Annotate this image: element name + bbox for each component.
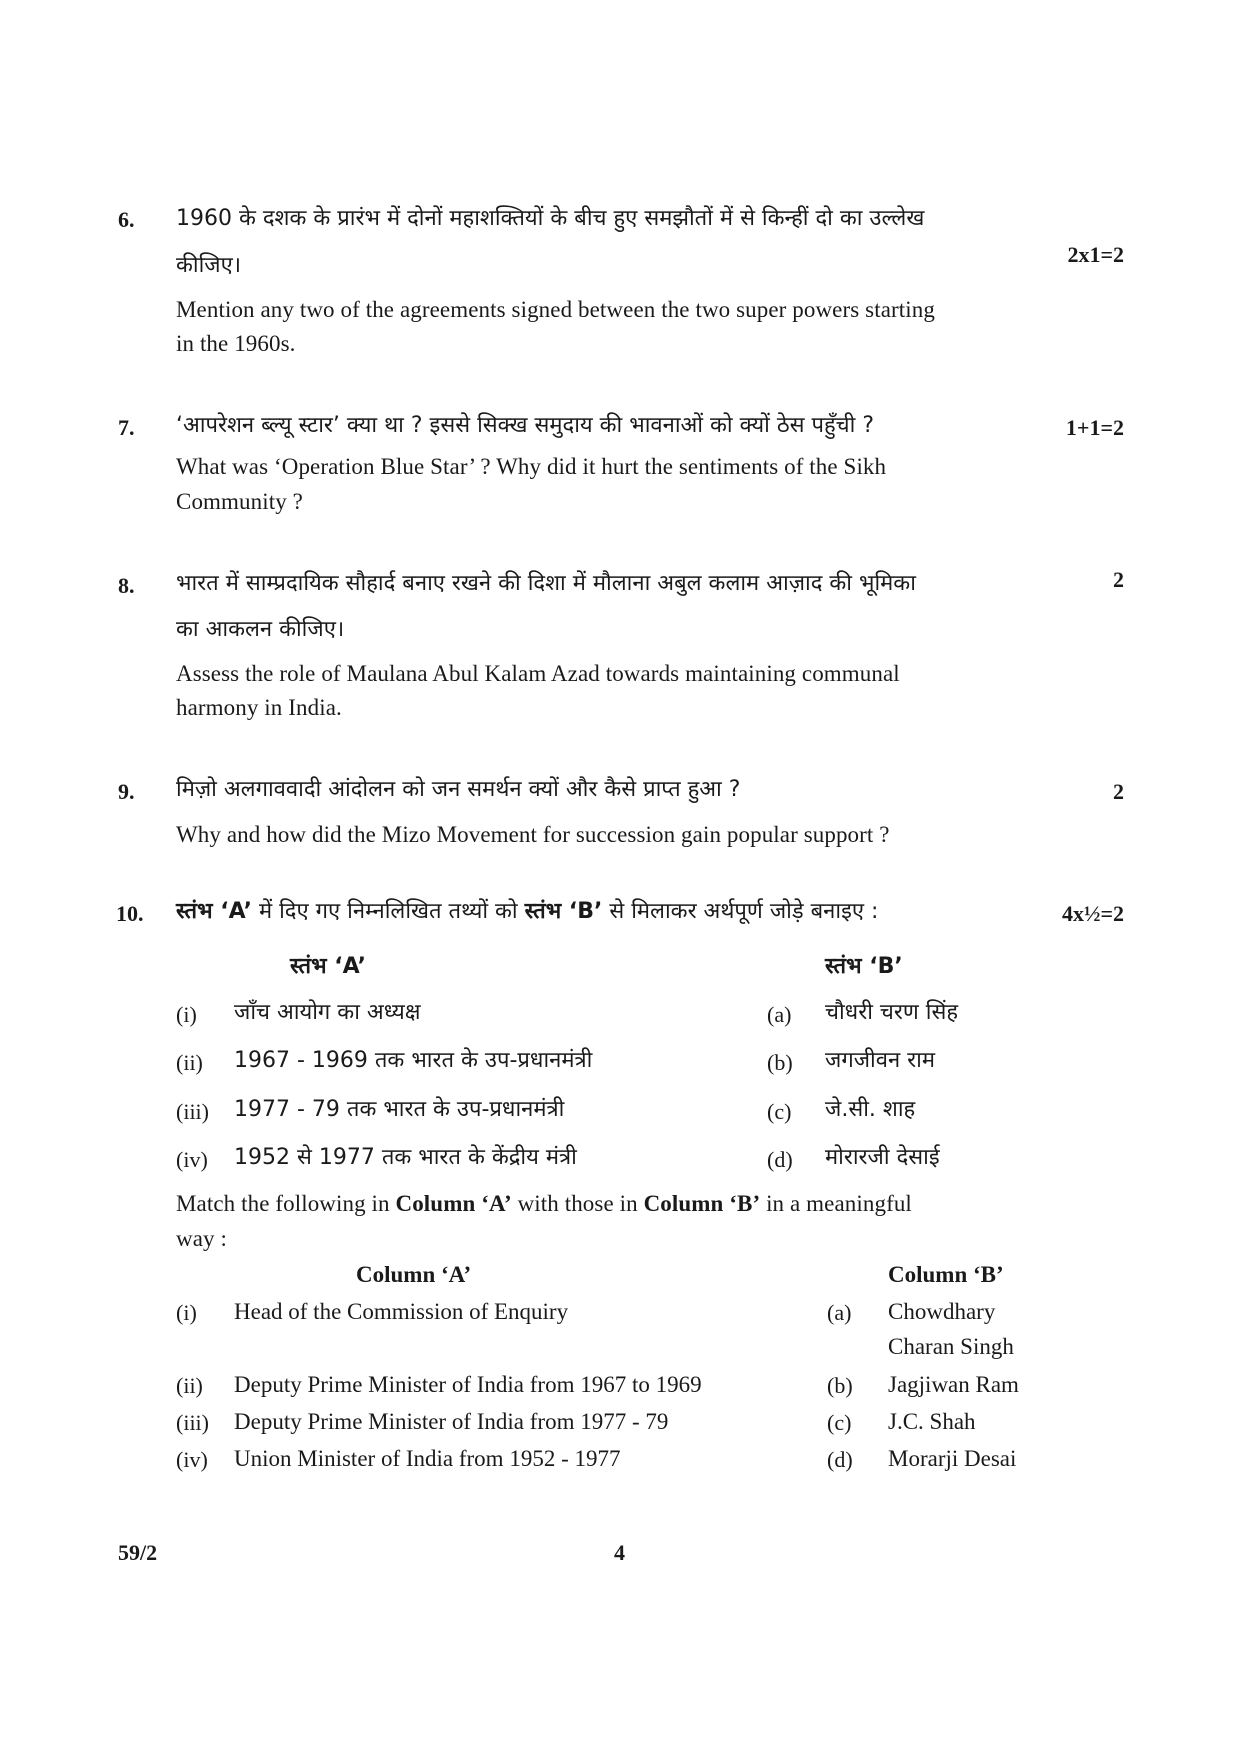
question-10-number: 10.: [116, 901, 144, 926]
question-9-number: 9.: [118, 779, 135, 804]
question-7-marks: 1+1=2: [1065, 415, 1124, 440]
question-10-marks: 4x½=2: [1061, 901, 1124, 926]
page-number: 4: [614, 1540, 625, 1565]
question-6-hindi-line2: कीजिए।: [176, 253, 242, 278]
column-a-item: Union Minister of India from 1952 - 1977: [234, 1446, 621, 1471]
row-numeral: (iii): [176, 1099, 209, 1124]
row-letter: (d): [767, 1147, 793, 1172]
column-b-item: जे.सी. शाह: [825, 1097, 916, 1122]
column-b-item: Jagjiwan Ram: [888, 1372, 1019, 1397]
column-b-item: J.C. Shah: [888, 1409, 976, 1434]
row-letter: (c): [827, 1410, 852, 1435]
column-a-item: 1977 - 79 तक भारत के उप-प्रधानमंत्री: [234, 1097, 565, 1122]
column-b-item: Chowdhary: [888, 1299, 996, 1324]
row-numeral: (iii): [176, 1410, 209, 1435]
row-numeral: (iv): [176, 1147, 208, 1172]
question-9-marks: 2: [1113, 779, 1124, 804]
column-a-item: जाँच आयोग का अध्यक्ष: [234, 1000, 421, 1025]
row-numeral: (i): [176, 1002, 197, 1027]
row-letter: (c): [767, 1099, 792, 1124]
column-a-item: Deputy Prime Minister of India from 1967 to 1969: [234, 1372, 702, 1397]
question-8-hindi-line2: का आकलन कीजिए।: [176, 617, 345, 642]
question-10-english-instruction: [176, 1186, 1076, 1221]
column-a-ref: Column ‘A’: [395, 1191, 512, 1216]
question-7-hindi-line1: ‘आपरेशन ब्ल्यू स्टार’ क्या था ? इससे सिक्ख समुदाय की भावनाओं को क्यों ठेस पहुँची ?: [176, 413, 875, 438]
question-10-hindi-instruction: [176, 891, 1036, 933]
question-9-english-line1: Why and how did the Mizo Movement for succession gain popular support ?: [176, 822, 890, 847]
row-letter: (d): [827, 1447, 853, 1472]
column-b-item-cont: Charan Singh: [888, 1334, 1014, 1359]
column-a-item: Deputy Prime Minister of India from 1977 - 79: [234, 1409, 669, 1434]
row-letter: (a): [827, 1300, 852, 1325]
question-8-hindi-line1: भारत में साम्प्रदायिक सौहार्द बनाए रखने की दिशा में मौलाना अबुल कलाम आज़ाद की भूमिका: [176, 571, 916, 596]
column-b-item: मोरारजी देसाई: [825, 1145, 940, 1170]
column-a-item: 1967 - 1969 तक भारत के उप-प्रधानमंत्री: [234, 1048, 593, 1073]
english-column-b-header: Column ‘B’: [888, 1262, 1004, 1287]
question-6-english-line1: Mention any two of the agreements signed between the two super powers starting: [176, 297, 935, 322]
row-letter: (b): [827, 1373, 853, 1398]
instruction-text-1: में दिए गए निम्नलिखित तथ्यों को: [251, 899, 525, 924]
question-6-marks: 2x1=2: [1067, 242, 1124, 267]
question-6-hindi-line1: 1960 के दशक के प्रारंभ में दोनों महाशक्तियों के बीच हुए समझौतों में से किन्हीं दो का उल्लेख: [176, 206, 925, 231]
question-6-english-line2: in the 1960s.: [176, 331, 296, 356]
column-b-ref: Column ‘B’: [643, 1191, 761, 1216]
intro-text-1: Match the following in: [176, 1191, 396, 1216]
row-letter: (b): [767, 1050, 793, 1075]
column-b-item: चौधरी चरण सिंह: [825, 1000, 959, 1025]
column-b-item: जगजीवन राम: [825, 1048, 936, 1073]
column-b-item: Morarji Desai: [888, 1446, 1017, 1471]
question-6-number: 6.: [118, 207, 135, 232]
question-10-english-instruction-line2: way :: [176, 1226, 227, 1251]
question-7-english-line1: What was ‘Operation Blue Star’ ? Why did it hurt the sentiments of the Sikh: [176, 454, 887, 479]
paper-code: 59/2: [118, 1540, 158, 1565]
question-8-marks: 2: [1113, 567, 1124, 592]
intro-text-3: in a meaningful: [760, 1191, 912, 1216]
question-8-english-line1: Assess the role of Maulana Abul Kalam Azad towards maintaining communal: [176, 661, 900, 686]
column-a-item: 1952 से 1977 तक भारत के केंद्रीय मंत्री: [234, 1145, 577, 1170]
column-a-item: Head of the Commission of Enquiry: [234, 1299, 569, 1324]
question-8-english-line2: harmony in India.: [176, 695, 342, 720]
question-9-hindi-line1: मिज़ो अलगाववादी आंदोलन को जन समर्थन क्यों और कैसे प्राप्त हुआ ?: [176, 777, 741, 802]
english-column-a-header: Column ‘A’: [356, 1262, 472, 1287]
row-numeral: (i): [176, 1300, 197, 1325]
column-b-ref-hindi: स्तंभ ‘B’: [524, 899, 603, 924]
row-numeral: (ii): [176, 1050, 203, 1075]
row-letter: (a): [767, 1002, 792, 1027]
row-numeral: (ii): [176, 1373, 203, 1398]
intro-text-2: with those in: [511, 1191, 644, 1216]
row-numeral: (iv): [176, 1447, 208, 1472]
question-8-number: 8.: [118, 573, 135, 598]
question-7-number: 7.: [118, 415, 135, 440]
hindi-column-b-header: स्तंभ ‘B’: [825, 954, 903, 979]
hindi-column-a-header: स्तंभ ‘A’: [290, 954, 366, 979]
question-7-english-line2: Community ?: [176, 489, 303, 514]
instruction-text-2: से मिलाकर अर्थपूर्ण जोड़े बनाइए :: [602, 899, 879, 924]
column-a-ref-hindi: स्तंभ ‘A’: [176, 899, 252, 924]
